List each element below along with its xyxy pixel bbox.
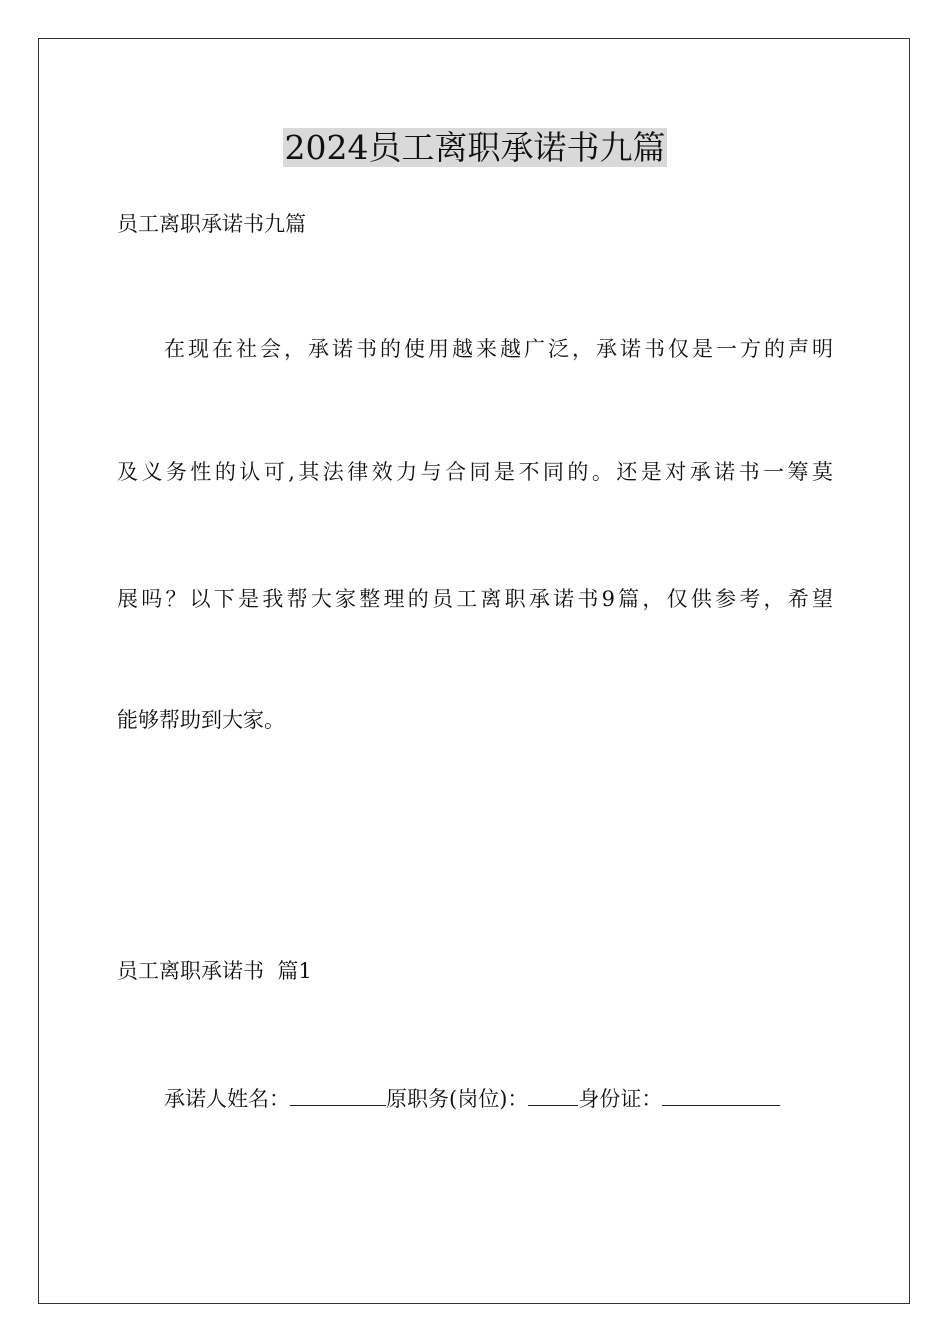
position-blank[interactable]: [528, 1081, 578, 1106]
form-line: [164, 1081, 780, 1114]
id-blank[interactable]: [662, 1081, 780, 1106]
document-subtitle: 员工离职承诺书九篇: [117, 212, 306, 236]
intro-line-2: 及义务性的认可,其法律效力与合同是不同的。还是对承诺书一筹莫: [117, 460, 833, 484]
intro-line-4: 能够帮助到大家。: [117, 708, 285, 732]
position-label: 原职务(岗位)：: [386, 1087, 529, 1111]
intro-line-1: 在现在社会，承诺书的使用越来越广泛，承诺书仅是一方的声明: [164, 337, 833, 361]
name-blank[interactable]: [290, 1081, 386, 1106]
section-heading: 员工离职承诺书 篇1: [117, 959, 312, 983]
id-label: 身份证：: [578, 1087, 663, 1111]
title-highlight: 2024员工离职承诺书九篇: [284, 128, 666, 167]
document-title: [0, 126, 950, 170]
intro-line-3: 展吗？以下是我帮大家整理的员工离职承诺书9篇，仅供参考，希望: [117, 587, 833, 611]
name-label: 承诺人姓名：: [164, 1087, 290, 1111]
